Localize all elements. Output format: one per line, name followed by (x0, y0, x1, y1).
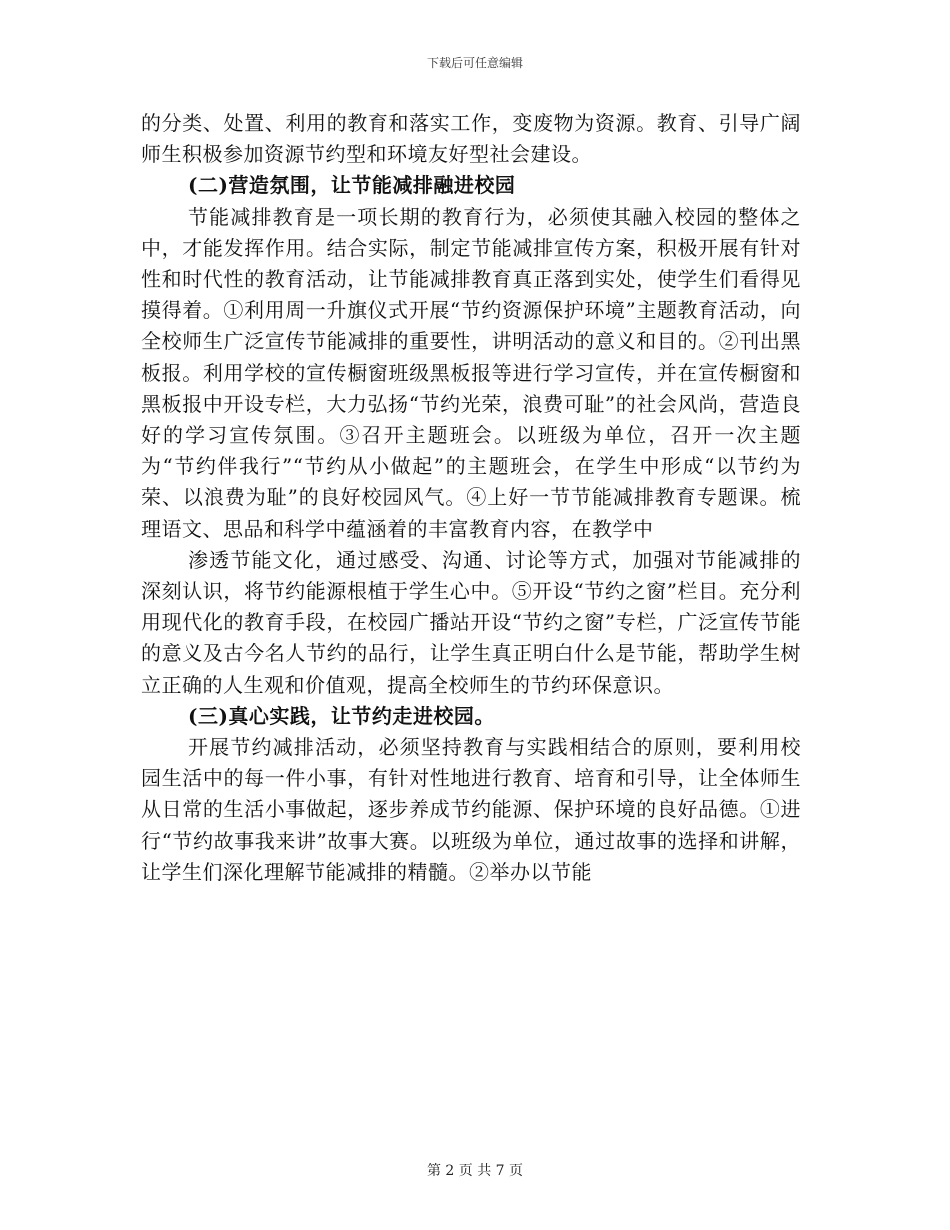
paragraph-intro: 的分类、处置、利用的教育和落实工作，变废物为资源。教育、引导广阔师生积极参加资源节约型和环境友好型社会建设。 (141, 111, 801, 167)
paragraph-3: 开展节约减排活动，必须坚持教育与实践相结合的原则，要利用校园生活中的每一件小事，有针对性地进行教育、培育和引导，让全体师生从日常的生活小事做起，逐步养成节约能源、保护环境的良好品德。①进行“节约故事我来讲”故事大赛。以班级为单位，通过故事的选择和讲解，让学生们深化理解节能减排的精髓。②举办以节能 (141, 735, 801, 884)
section-heading-2: (二)营造氛围，让节能减排融进校园 (188, 173, 516, 198)
page-header: 下载后可任意编辑 (426, 56, 523, 70)
paragraph-2b: 渗透节能文化，通过感受、沟通、讨论等方式，加强对节能减排的深刻认识，将节约能源根植于学生心中。⑤开设“节约之窗”栏目。充分利用现代化的教育手段，在校园广播站开设“节约之窗”专栏，广泛宣传节能的意义及古今名人节约的品行，让学生真正明白什么是节能，帮助学生树立正确的人生观和价值观，提高全校师生的节约环保意识。 (141, 547, 801, 697)
document-body (141, 108, 801, 888)
paragraph-2a: 节能减排教育是一项长期的教育行为，必须使其融入校园的整体之中，才能发挥作用。结合实际，制定节能减排宣传方案，积极开展有针对性和时代性的教育活动，让节能减排教育真正落到实处，使学生们看得见摸得着。①利用周一升旗仪式开展“节约资源保护环境”主题教育活动，向全校师生广泛宣传节能减排的重要性，讲明活动的意义和目的。②刊出黑板报。利用学校的宣传橱窗班级黑板报等进行学习宣传，并在宣传橱窗和黑板报中开设专栏，大力弘扬“节约光荣，浪费可耻”的社会风尚，营造良好的学习宣传氛围。③召开主题班会。以班级为单位，召开一次主题为“节约伴我行”“节约从小做起”的主题班会，在学生中形成“以节约为荣、以浪费为耻”的良好校园风气。④上好一节节能减排教育专题课。梳理语文、思品和科学中蕴涵着的丰富教育内容，在教学中 (141, 204, 801, 541)
page-footer: 第 2 页 共 7 页 (426, 1163, 524, 1179)
section-heading-3: (三)真心实践，让节约走进校园。 (188, 703, 495, 728)
